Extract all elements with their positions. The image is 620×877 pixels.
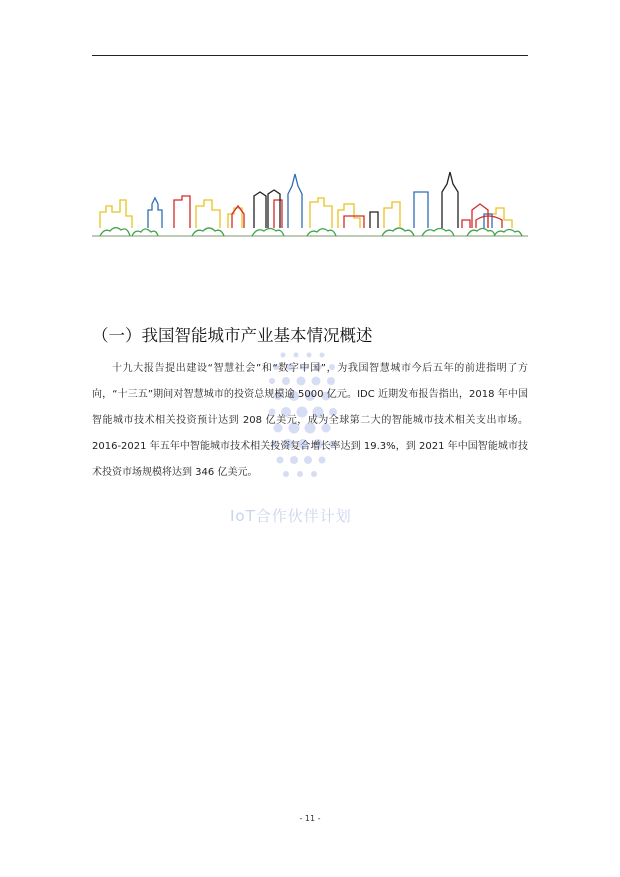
paragraph: 十九大报告提出建设“智慧社会”和“数字中国”，为我国智慧城市今后五年的前进指明了方向，“十三五”期间对智慧城市的投资总规模逾 5000 亿元。IDC 近期发布报告指出，2018 年中国智能城市技术相关投资预计达到 208 亿美元，成为全球第二大的智能城市技术相关支出市场。2016-2021 年五年中智能城市技术相关投资复合增长率达到 19.3%，到 2021 年中国智能城市技术投资市场规模将达到 346 亿美元。 [92, 363, 528, 478]
page-number: - 11 - [299, 814, 321, 823]
section-heading: （一）我国智能城市产业基本情况概述 [92, 326, 373, 345]
city-skyline-illustration [92, 170, 528, 240]
body-text [92, 356, 528, 486]
watermark-text: IoT合作伙伴计划 [230, 507, 352, 525]
header-rule [92, 55, 528, 56]
